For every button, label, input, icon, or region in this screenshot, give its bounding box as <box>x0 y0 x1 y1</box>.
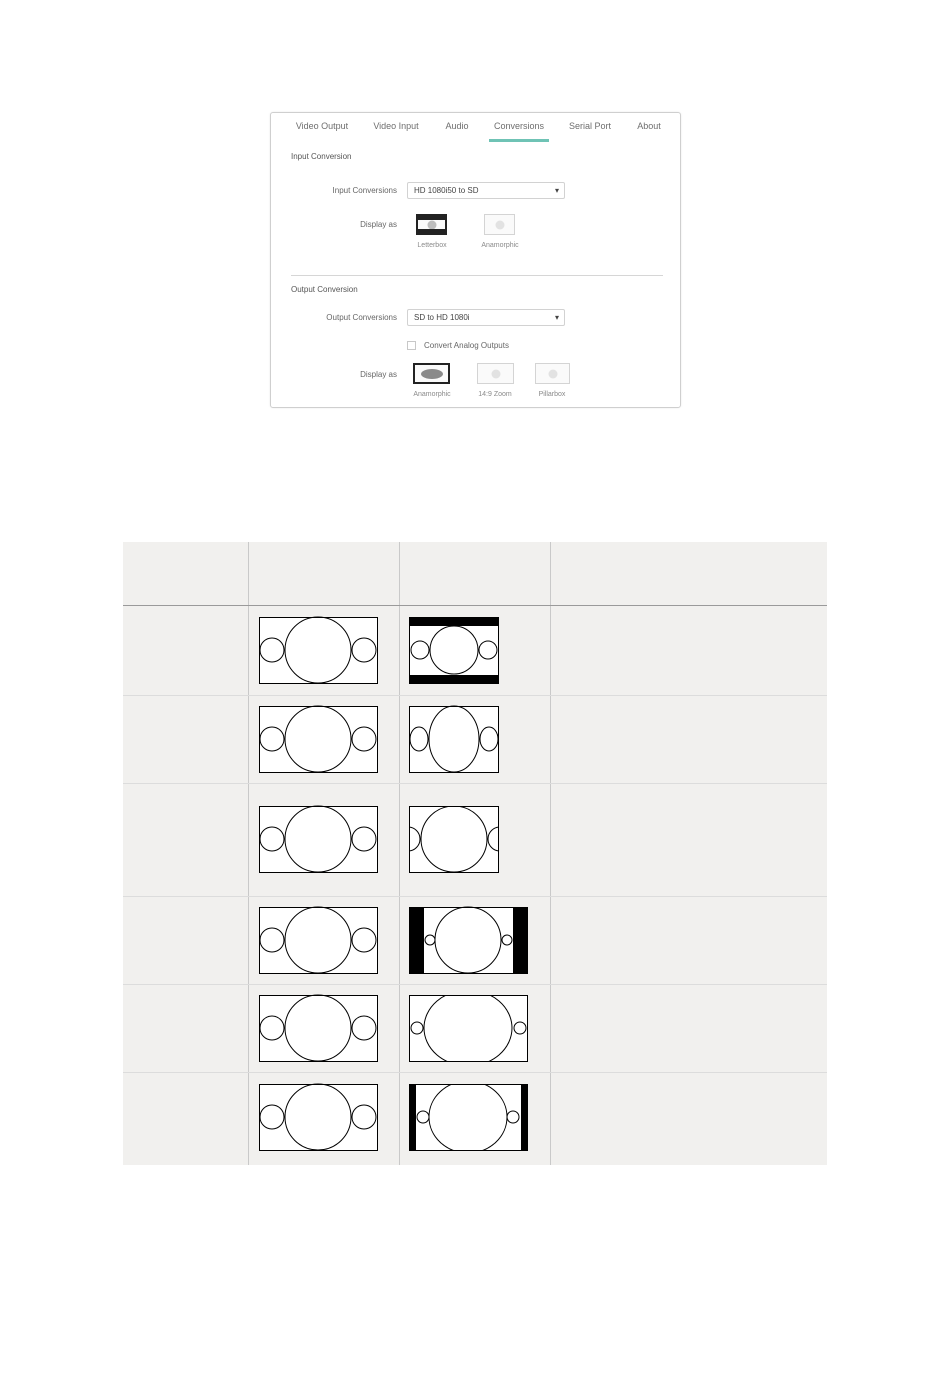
center-cut-result-diagram <box>409 806 500 874</box>
letterbox-label: Letterbox <box>417 242 447 249</box>
section-divider <box>291 275 663 276</box>
pillarbox-label: Pillarbox <box>538 391 566 398</box>
tab-video-output[interactable]: Video Output <box>295 121 349 131</box>
header-divider <box>123 605 827 606</box>
tab-about[interactable]: About <box>637 121 661 131</box>
conversion-table <box>123 542 827 1165</box>
anamorphic-icon[interactable] <box>413 363 450 384</box>
anamorphic-label: Anamorphic <box>481 242 519 249</box>
source-16x9-diagram <box>259 617 379 685</box>
pillarbox-result-diagram <box>409 907 529 975</box>
active-tab-indicator <box>489 139 549 142</box>
source-16x9-diagram <box>259 995 379 1063</box>
row-divider <box>123 695 827 696</box>
output-conversion-title: Output Conversion <box>291 285 358 294</box>
convert-analog-outputs-label: Convert Analog Outputs <box>424 341 509 350</box>
zoom-14-9-icon[interactable] <box>477 363 514 384</box>
chevron-down-icon: ▾ <box>554 313 559 322</box>
source-16x9-diagram <box>259 706 379 774</box>
output-conversions-select[interactable] <box>407 309 565 326</box>
input-conversions-value: HD 1080i50 to SD <box>414 186 479 195</box>
source-16x9-diagram <box>259 1084 379 1152</box>
tab-video-input[interactable]: Video Input <box>373 121 419 131</box>
input-conversions-select[interactable] <box>407 182 565 199</box>
input-display-as-label: Display as <box>360 220 397 229</box>
chevron-down-icon: ▾ <box>554 186 559 195</box>
source-16x9-diagram <box>259 806 379 874</box>
output-display-as-label: Display as <box>360 370 397 379</box>
tab-conversions[interactable]: Conversions <box>493 121 545 131</box>
anamorphic-icon[interactable] <box>484 214 515 235</box>
anamorphic-result-diagram <box>409 706 500 774</box>
conversions-settings-panel <box>270 112 681 408</box>
row-divider <box>123 984 827 985</box>
zoom-14-9-label: 14:9 Zoom <box>478 391 512 398</box>
pillarbox-icon[interactable] <box>535 363 570 384</box>
output-conversions-value: SD to HD 1080i <box>414 313 470 322</box>
stretch-result-diagram <box>409 995 529 1063</box>
output-conversions-label: Output Conversions <box>326 313 397 322</box>
row-divider <box>123 896 827 897</box>
input-conversions-label: Input Conversions <box>332 186 397 195</box>
letterbox-result-diagram <box>409 617 500 685</box>
source-16x9-diagram <box>259 907 379 975</box>
row-divider <box>123 1072 827 1073</box>
tab-bar <box>271 113 680 143</box>
input-conversion-title: Input Conversion <box>291 152 352 161</box>
zoom-14-9-result-diagram <box>409 1084 529 1152</box>
letterbox-icon[interactable] <box>416 214 447 235</box>
convert-analog-outputs-checkbox[interactable] <box>407 341 416 350</box>
tab-audio[interactable]: Audio <box>445 121 469 131</box>
row-divider <box>123 783 827 784</box>
tab-serial-port[interactable]: Serial Port <box>568 121 612 131</box>
output-anamorphic-label: Anamorphic <box>413 391 451 398</box>
